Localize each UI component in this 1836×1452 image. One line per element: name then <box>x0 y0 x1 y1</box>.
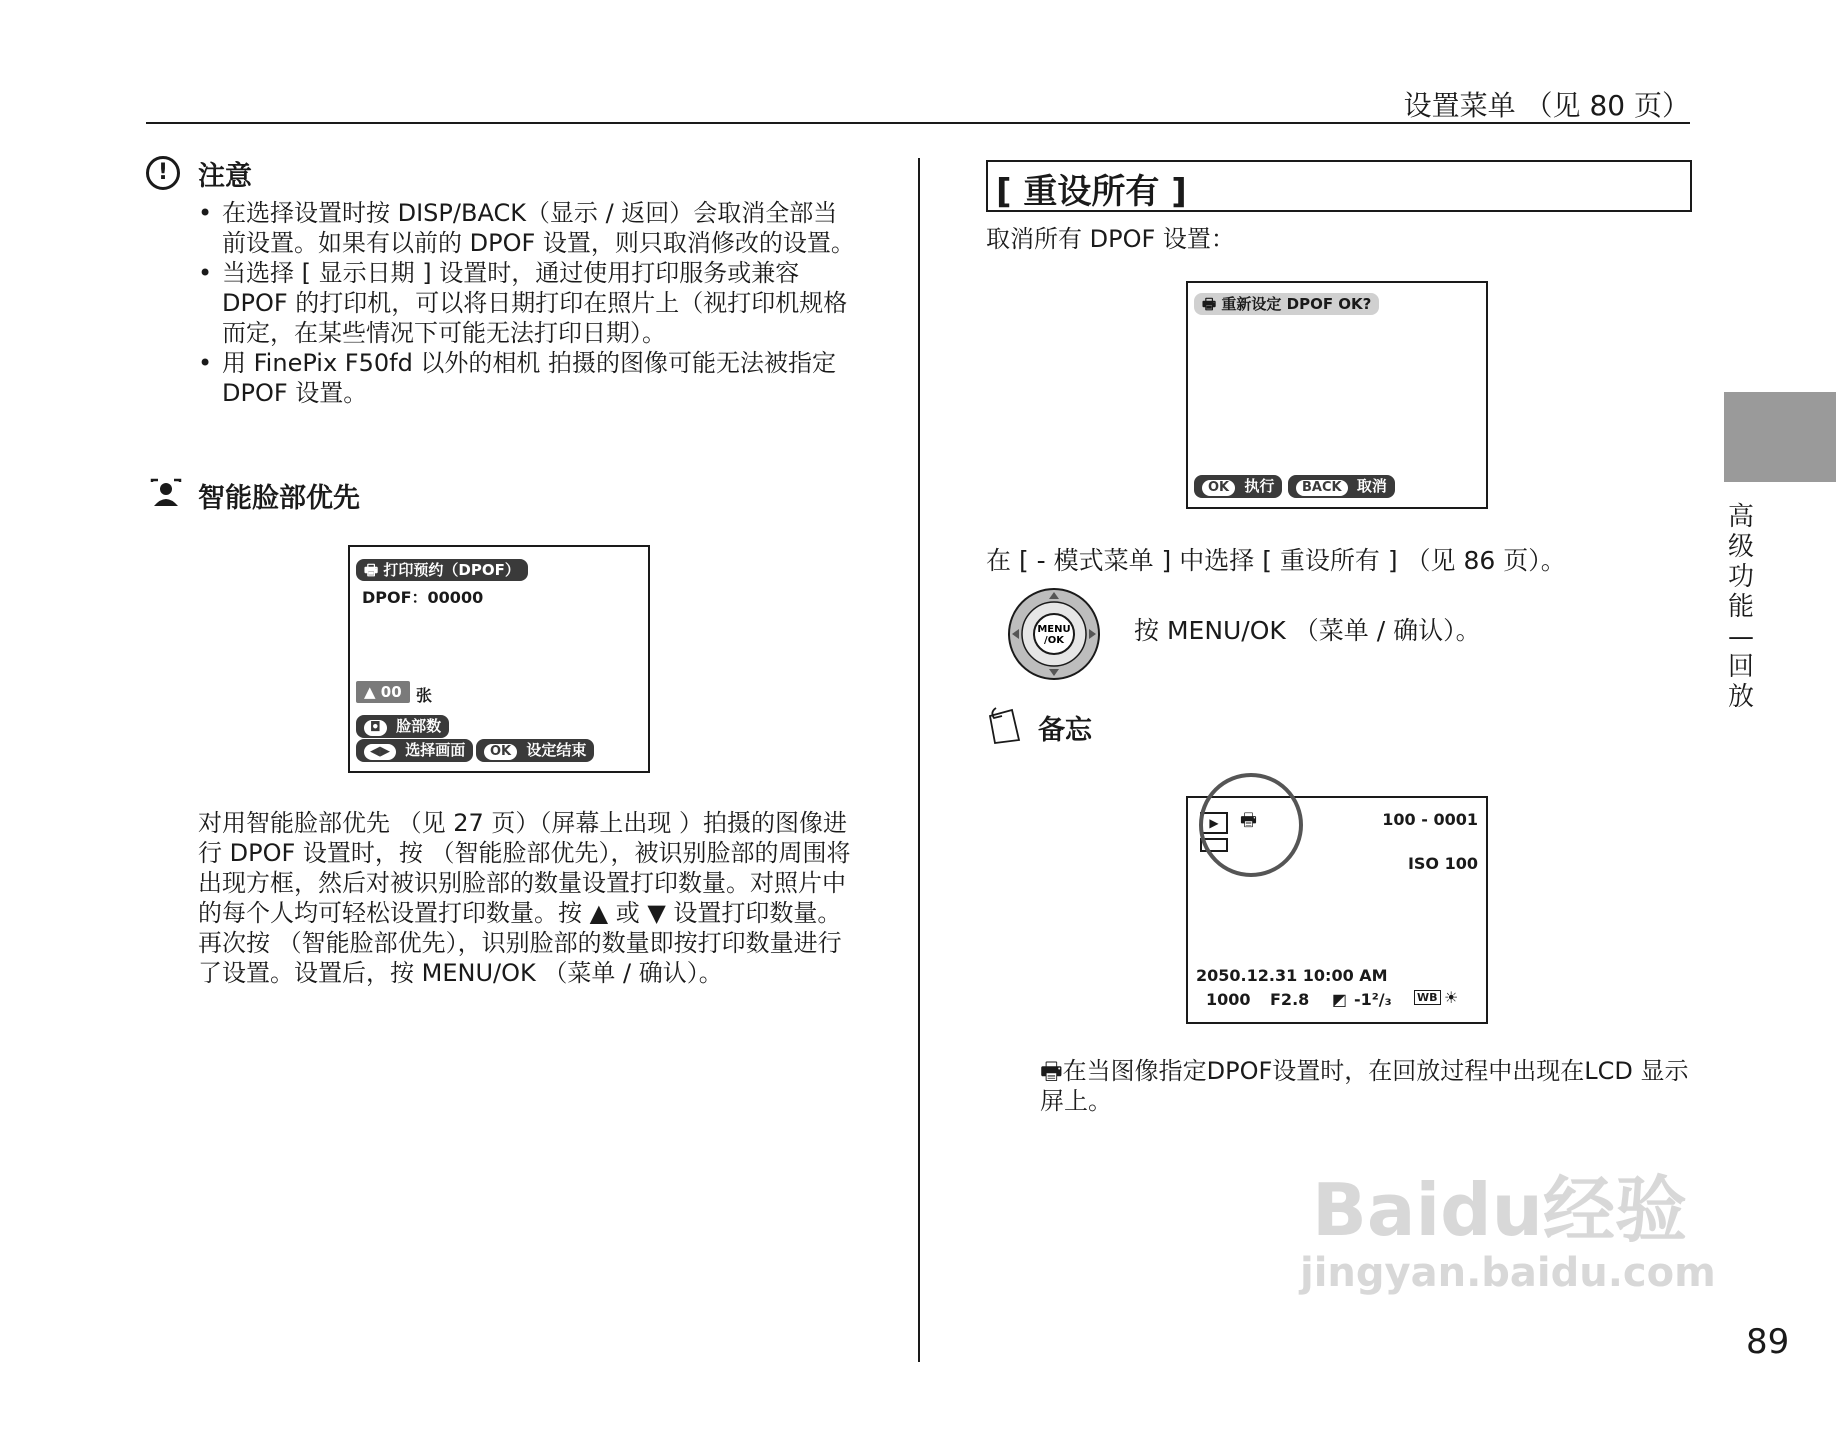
white-balance-icon: ☀ <box>1444 988 1459 1007</box>
column-divider <box>918 158 920 1362</box>
dpof-counter: DPOF：00000 <box>362 588 484 607</box>
wb-badge: WB <box>1414 990 1441 1005</box>
ok-key: OK <box>1202 480 1235 496</box>
cancel-label: 取消 <box>1356 477 1387 495</box>
reset-instruction: 在 [ - 模式菜单 ] 中选择 [ 重设所有 ] （见 86 页）。 <box>986 546 1566 575</box>
face-section-title: 智能脸部优先 <box>198 483 360 514</box>
face-detection-icon <box>150 478 182 508</box>
caution-bullet: • 当选择 [ 显示日期 ] 设置时，通过使用打印服务或兼容 DPOF 的打印机，可以将日期打印在照片上（视打印机规格而定，在某些情况下可能无法打印日期）。 <box>198 258 858 348</box>
reset-confirm-text: 重新设定 DPOF OK? <box>1221 295 1372 313</box>
up-arrow-icon: ▲ <box>364 683 376 701</box>
reset-description: 取消所有 DPOF 设置： <box>986 225 1235 253</box>
header-rule <box>146 122 1690 124</box>
aperture: F2.8 <box>1270 990 1310 1009</box>
select-frame-label: 选择画面 <box>405 741 466 759</box>
left-right-icon: ◀▶ <box>364 744 396 760</box>
playback-lcd-screen <box>1186 796 1488 1024</box>
watermark-brand: Baidu经验 <box>1312 1168 1687 1252</box>
chapter-char: 能 <box>1727 592 1754 622</box>
running-header: 设置菜单 （见 80 页） <box>1403 89 1690 122</box>
reset-title: [ 重设所有 ] <box>996 172 1187 212</box>
chapter-char: 回 <box>1727 652 1754 682</box>
dpof-print-icon: 🖶 <box>1240 810 1257 831</box>
back-key: BACK <box>1296 480 1348 496</box>
iso-value: ISO 100 <box>1407 854 1478 873</box>
chapter-char: — <box>1728 622 1754 652</box>
print-icon: 🖶 <box>1040 1057 1063 1085</box>
print-icon: 🖶 <box>364 561 379 579</box>
chapter-label <box>1722 502 1760 712</box>
page-number: 89 <box>1746 1322 1790 1362</box>
print-count-unit: 张 <box>416 686 433 705</box>
caution-bullet: • 在选择设置时按 DISP/BACK（显示 / 返回）会取消全部当前设置。如果有以前的 DPOF 设置，则只取消修改的设置。 <box>198 198 858 258</box>
exposure-comp-icon: ◩ <box>1332 990 1348 1009</box>
dial-menu-label: MENU <box>1037 624 1071 635</box>
memo-note <box>1040 1056 1690 1116</box>
chapter-char: 级 <box>1727 532 1754 562</box>
execute-label: 执行 <box>1244 477 1275 495</box>
control-dial-icon <box>1006 586 1102 682</box>
execute-button <box>1194 475 1282 498</box>
finish-setting-button <box>476 739 594 762</box>
finish-setting-label: 设定结束 <box>526 741 587 759</box>
chapter-char: 高 <box>1727 502 1754 532</box>
dpof-lcd-screen <box>348 545 650 773</box>
print-icon: 🖶 <box>1202 295 1217 313</box>
print-count-box <box>356 681 410 703</box>
chapter-char: 功 <box>1727 562 1754 592</box>
lcd-header: 打印预约（DPOF） <box>383 561 520 579</box>
shutter-speed: 1000 <box>1206 990 1251 1009</box>
chapter-tab <box>1724 392 1836 482</box>
caution-list <box>198 198 858 408</box>
face-count-label: 脸部数 <box>396 717 442 735</box>
playback-icon: ▶ <box>1200 812 1228 834</box>
memo-note-text: 在当图像指定DPOF设置时，在回放过程中出现在LCD 显示屏上。 <box>1040 1057 1689 1115</box>
watermark-url: jingyan.baidu.com <box>1300 1250 1716 1296</box>
caution-icon: ! <box>146 156 180 190</box>
lcd-header-pill <box>356 559 528 581</box>
chapter-char: 放 <box>1727 682 1754 712</box>
memo-title: 备忘 <box>1038 715 1092 746</box>
select-frame-button <box>356 739 473 762</box>
reset-confirm-pill <box>1194 293 1379 315</box>
memo-icon <box>986 706 1022 744</box>
cancel-button <box>1288 475 1395 498</box>
baidu-watermark <box>1300 1170 1716 1296</box>
face-count-button <box>356 715 449 738</box>
highlight-circle <box>1198 772 1304 878</box>
press-menu-ok-text: 按 MENU/OK （菜单 / 确认）。 <box>1134 616 1481 645</box>
face-paragraph: 对用智能脸部优先 （见 27 页）（屏幕上出现 ）拍摄的图像进行 DPOF 设置时，按 （智能脸部优先），被识别脸部的周围将出现方框，然后对被识别脸部的数量设置打印数量。对照片中的每个人均可轻松设置打印数量。按 ▲ 或 ▼ 设置打印数量。再次按 （智能脸部优先），识别脸部的数量即按打印数量进行了设置。设置后，按 MENU/OK （菜单 / 确认）。 <box>198 809 851 987</box>
exposure-comp: -1²/₃ <box>1354 990 1392 1009</box>
caution-title: 注意 <box>198 161 252 192</box>
dial-ok-label: /OK <box>1044 635 1064 646</box>
ok-key: OK <box>484 744 517 760</box>
frame-number: 100 - 0001 <box>1382 810 1478 829</box>
caution-bullet: • 用 FinePix F50fd 以外的相机 拍摄的图像可能无法被指定 DPOF 设置。 <box>198 348 858 408</box>
print-count: 00 <box>380 683 402 701</box>
capture-date: 2050.12.31 10:00 AM <box>1196 966 1388 985</box>
reset-lcd-screen <box>1186 281 1488 509</box>
face-icon: ◘ <box>364 720 387 736</box>
